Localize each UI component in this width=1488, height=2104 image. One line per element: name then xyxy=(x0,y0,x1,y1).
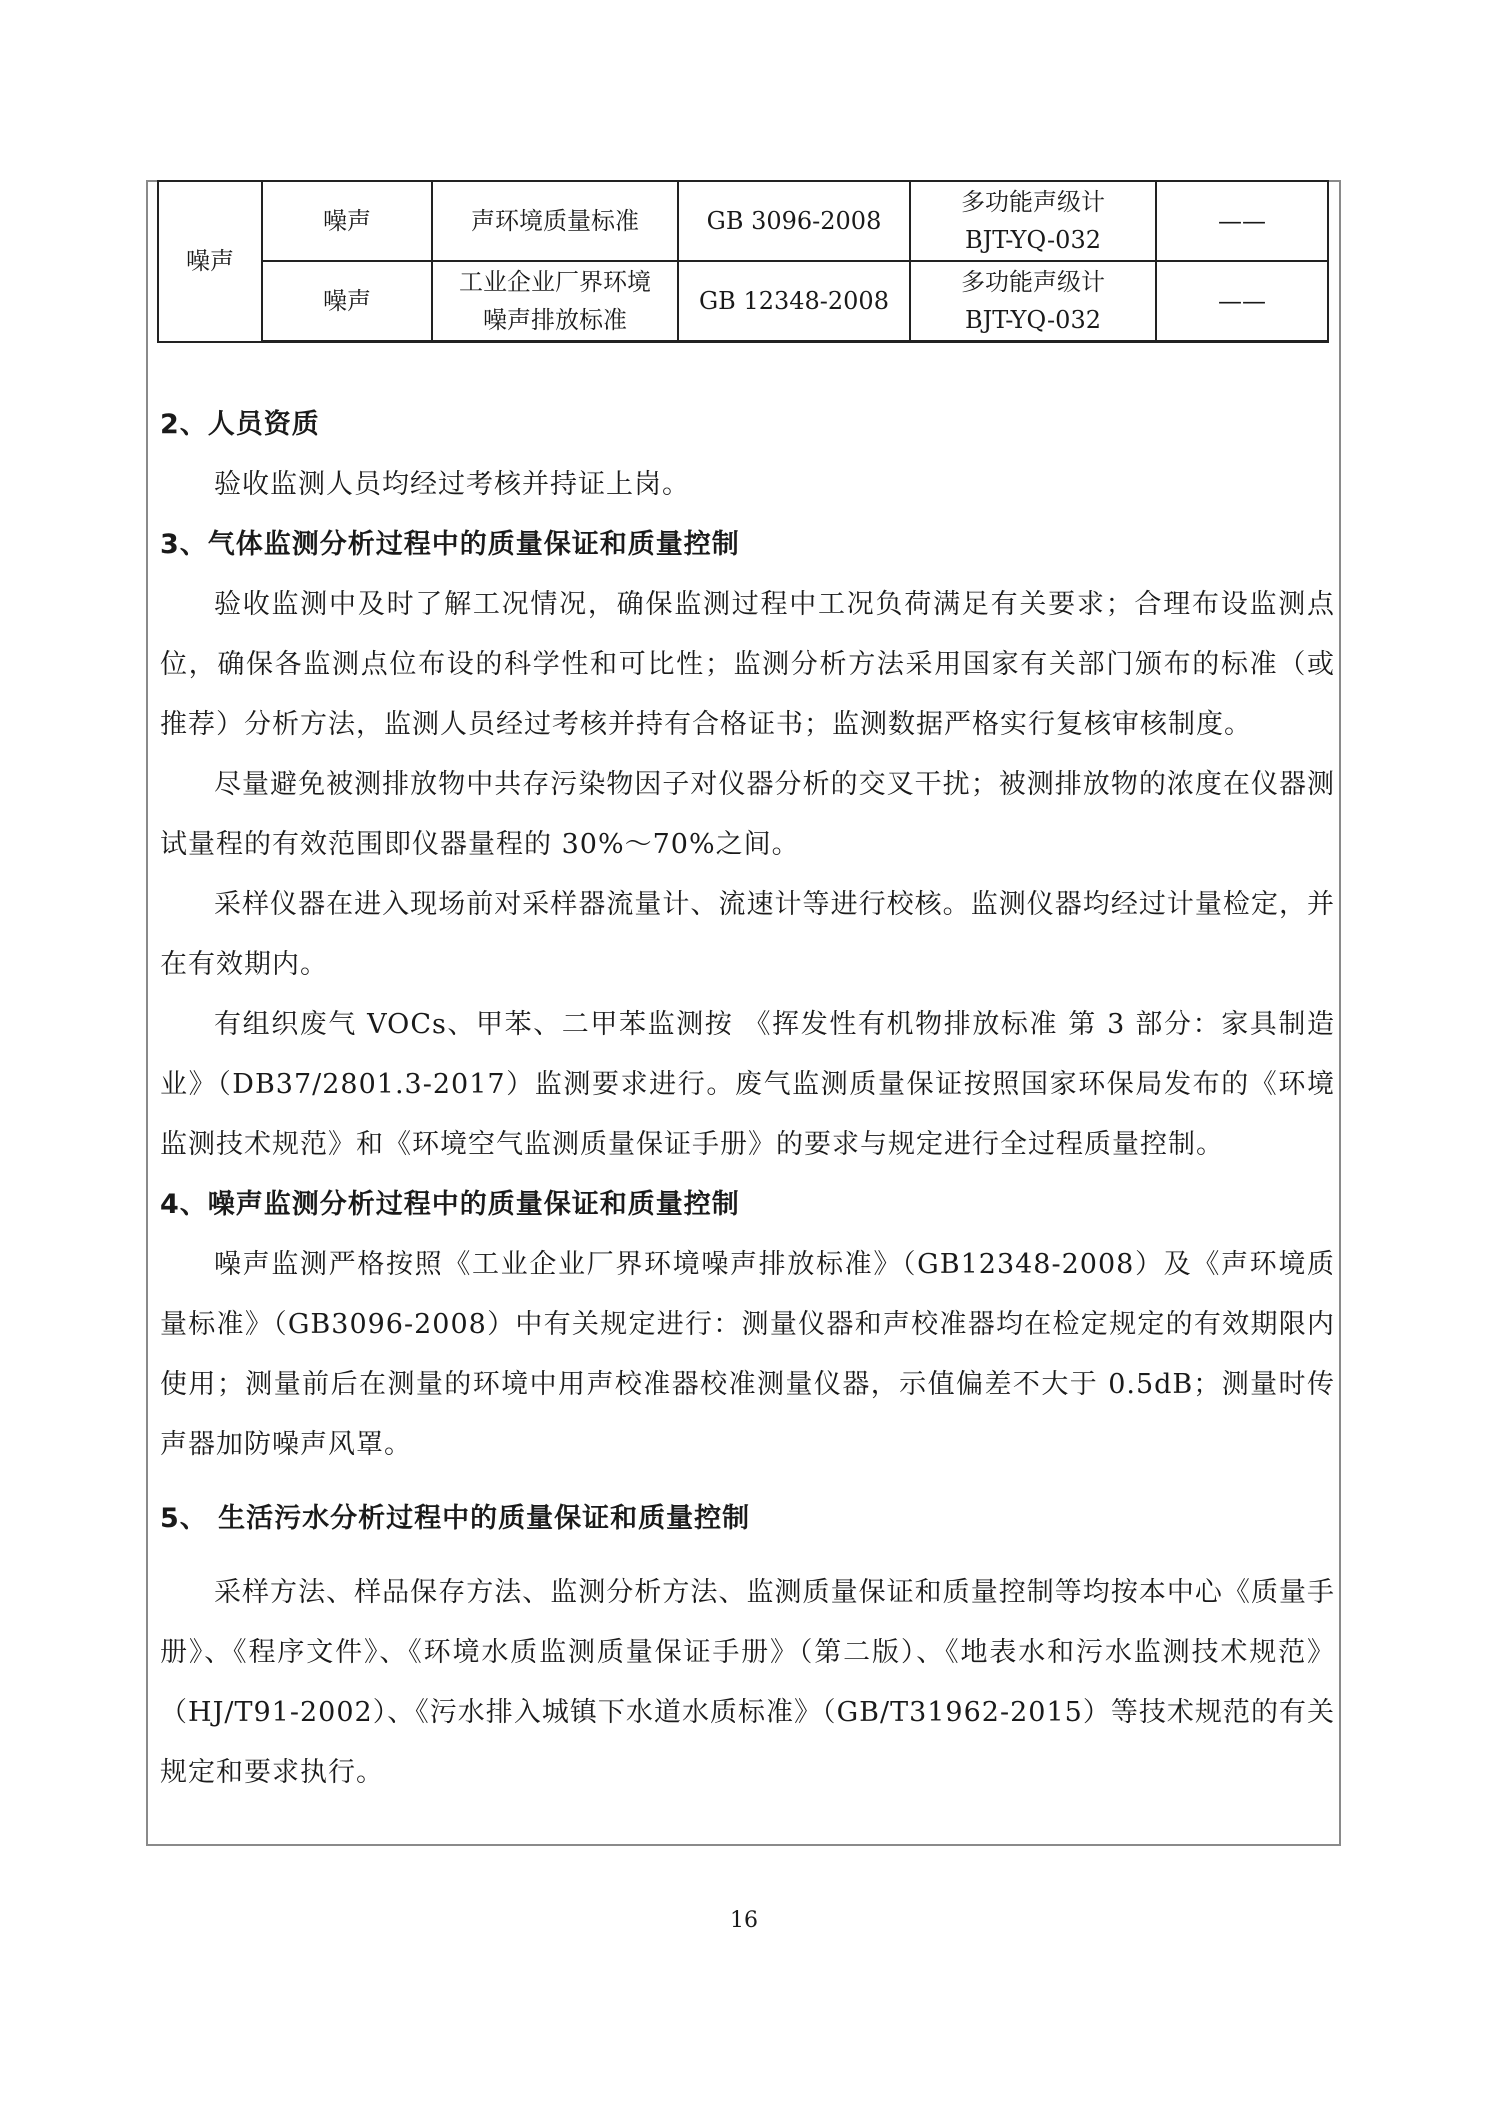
instrument-id: BJT-YQ-032 xyxy=(965,226,1101,254)
noise-standards-table xyxy=(157,180,1329,343)
table-row xyxy=(158,181,1328,261)
section-heading: 3、气体监测分析过程中的质量保证和质量控制 xyxy=(160,529,740,560)
code-cell: GB 12348-2008 xyxy=(678,261,910,342)
page-number: 16 xyxy=(730,1908,758,1933)
document-body xyxy=(160,395,1335,1803)
section-heading: 4、噪声监测分析过程中的质量保证和质量控制 xyxy=(160,1189,740,1220)
instrument-id: BJT-YQ-032 xyxy=(965,306,1101,334)
paragraph: 验收监测人员均经过考核并持证上岗。 xyxy=(214,469,690,500)
paragraph: 有组织废气 VOCs、甲苯、二甲苯监测按 《挥发性有机物排放标准 第 3 部分：家具制造业》（DB37/2801.3-2017）监测要求进行。废气监测质量保证按照国家环保局发布的《环境监测技术规范》和《环境空气监测质量保证手册》的要求与规定进行全过程质量控制。 xyxy=(160,1009,1335,1160)
instrument-cell xyxy=(910,261,1156,342)
standard-cell xyxy=(432,261,678,342)
group-label-cell: 噪声 xyxy=(158,181,262,342)
instrument-name: 多功能声级计 xyxy=(961,188,1105,216)
paragraph: 尽量避免被测排放物中共存污染物因子对仪器分析的交叉干扰；被测排放物的浓度在仪器测试量程的有效范围即仪器量程的 30%～70%之间。 xyxy=(160,769,1335,860)
code-cell: GB 3096-2008 xyxy=(678,181,910,261)
standard-cell: 声环境质量标准 xyxy=(432,181,678,261)
paragraph: 噪声监测严格按照《工业企业厂界环境噪声排放标准》（GB12348-2008）及《声环境质量标准》（GB3096-2008）中有关规定进行：测量仪器和声校准器均在检定规定的有效期限内使用；测量前后在测量的环境中用声校准器校准测量仪器，示值偏差不大于 0.5dB；测量时传声器加防噪声风罩。 xyxy=(160,1249,1335,1460)
paragraph: 验收监测中及时了解工况情况，确保监测过程中工况负荷满足有关要求；合理布设监测点位，确保各监测点位布设的科学性和可比性；监测分析方法采用国家有关部门颁布的标准（或推荐）分析方法，监测人员经过考核并持有合格证书；监测数据严格实行复核审核制度。 xyxy=(160,589,1335,740)
limit-cell: —— xyxy=(1156,181,1328,261)
limit-cell: —— xyxy=(1156,261,1328,342)
table-row xyxy=(158,261,1328,342)
instrument-name: 多功能声级计 xyxy=(961,268,1105,296)
section-heading: 5、 生活污水分析过程中的质量保证和质量控制 xyxy=(160,1503,751,1534)
item-cell: 噪声 xyxy=(262,181,432,261)
standard-line: 噪声排放标准 xyxy=(483,306,627,334)
instrument-cell xyxy=(910,181,1156,261)
paragraph: 采样仪器在进入现场前对采样器流量计、流速计等进行校核。监测仪器均经过计量检定，并在有效期内。 xyxy=(160,889,1335,980)
section-heading: 2、人员资质 xyxy=(160,409,320,440)
item-cell: 噪声 xyxy=(262,261,432,342)
paragraph: 采样方法、样品保存方法、监测分析方法、监测质量保证和质量控制等均按本中心《质量手册》、《程序文件》、《环境水质监测质量保证手册》（第二版）、《地表水和污水监测技术规范》（HJ/T91-2002）、《污水排入城镇下水道水质标准》（GB/T31962-2015）等技术规范的有关规定和要求执行。 xyxy=(160,1577,1335,1788)
standard-line: 工业企业厂界环境 xyxy=(459,268,651,296)
